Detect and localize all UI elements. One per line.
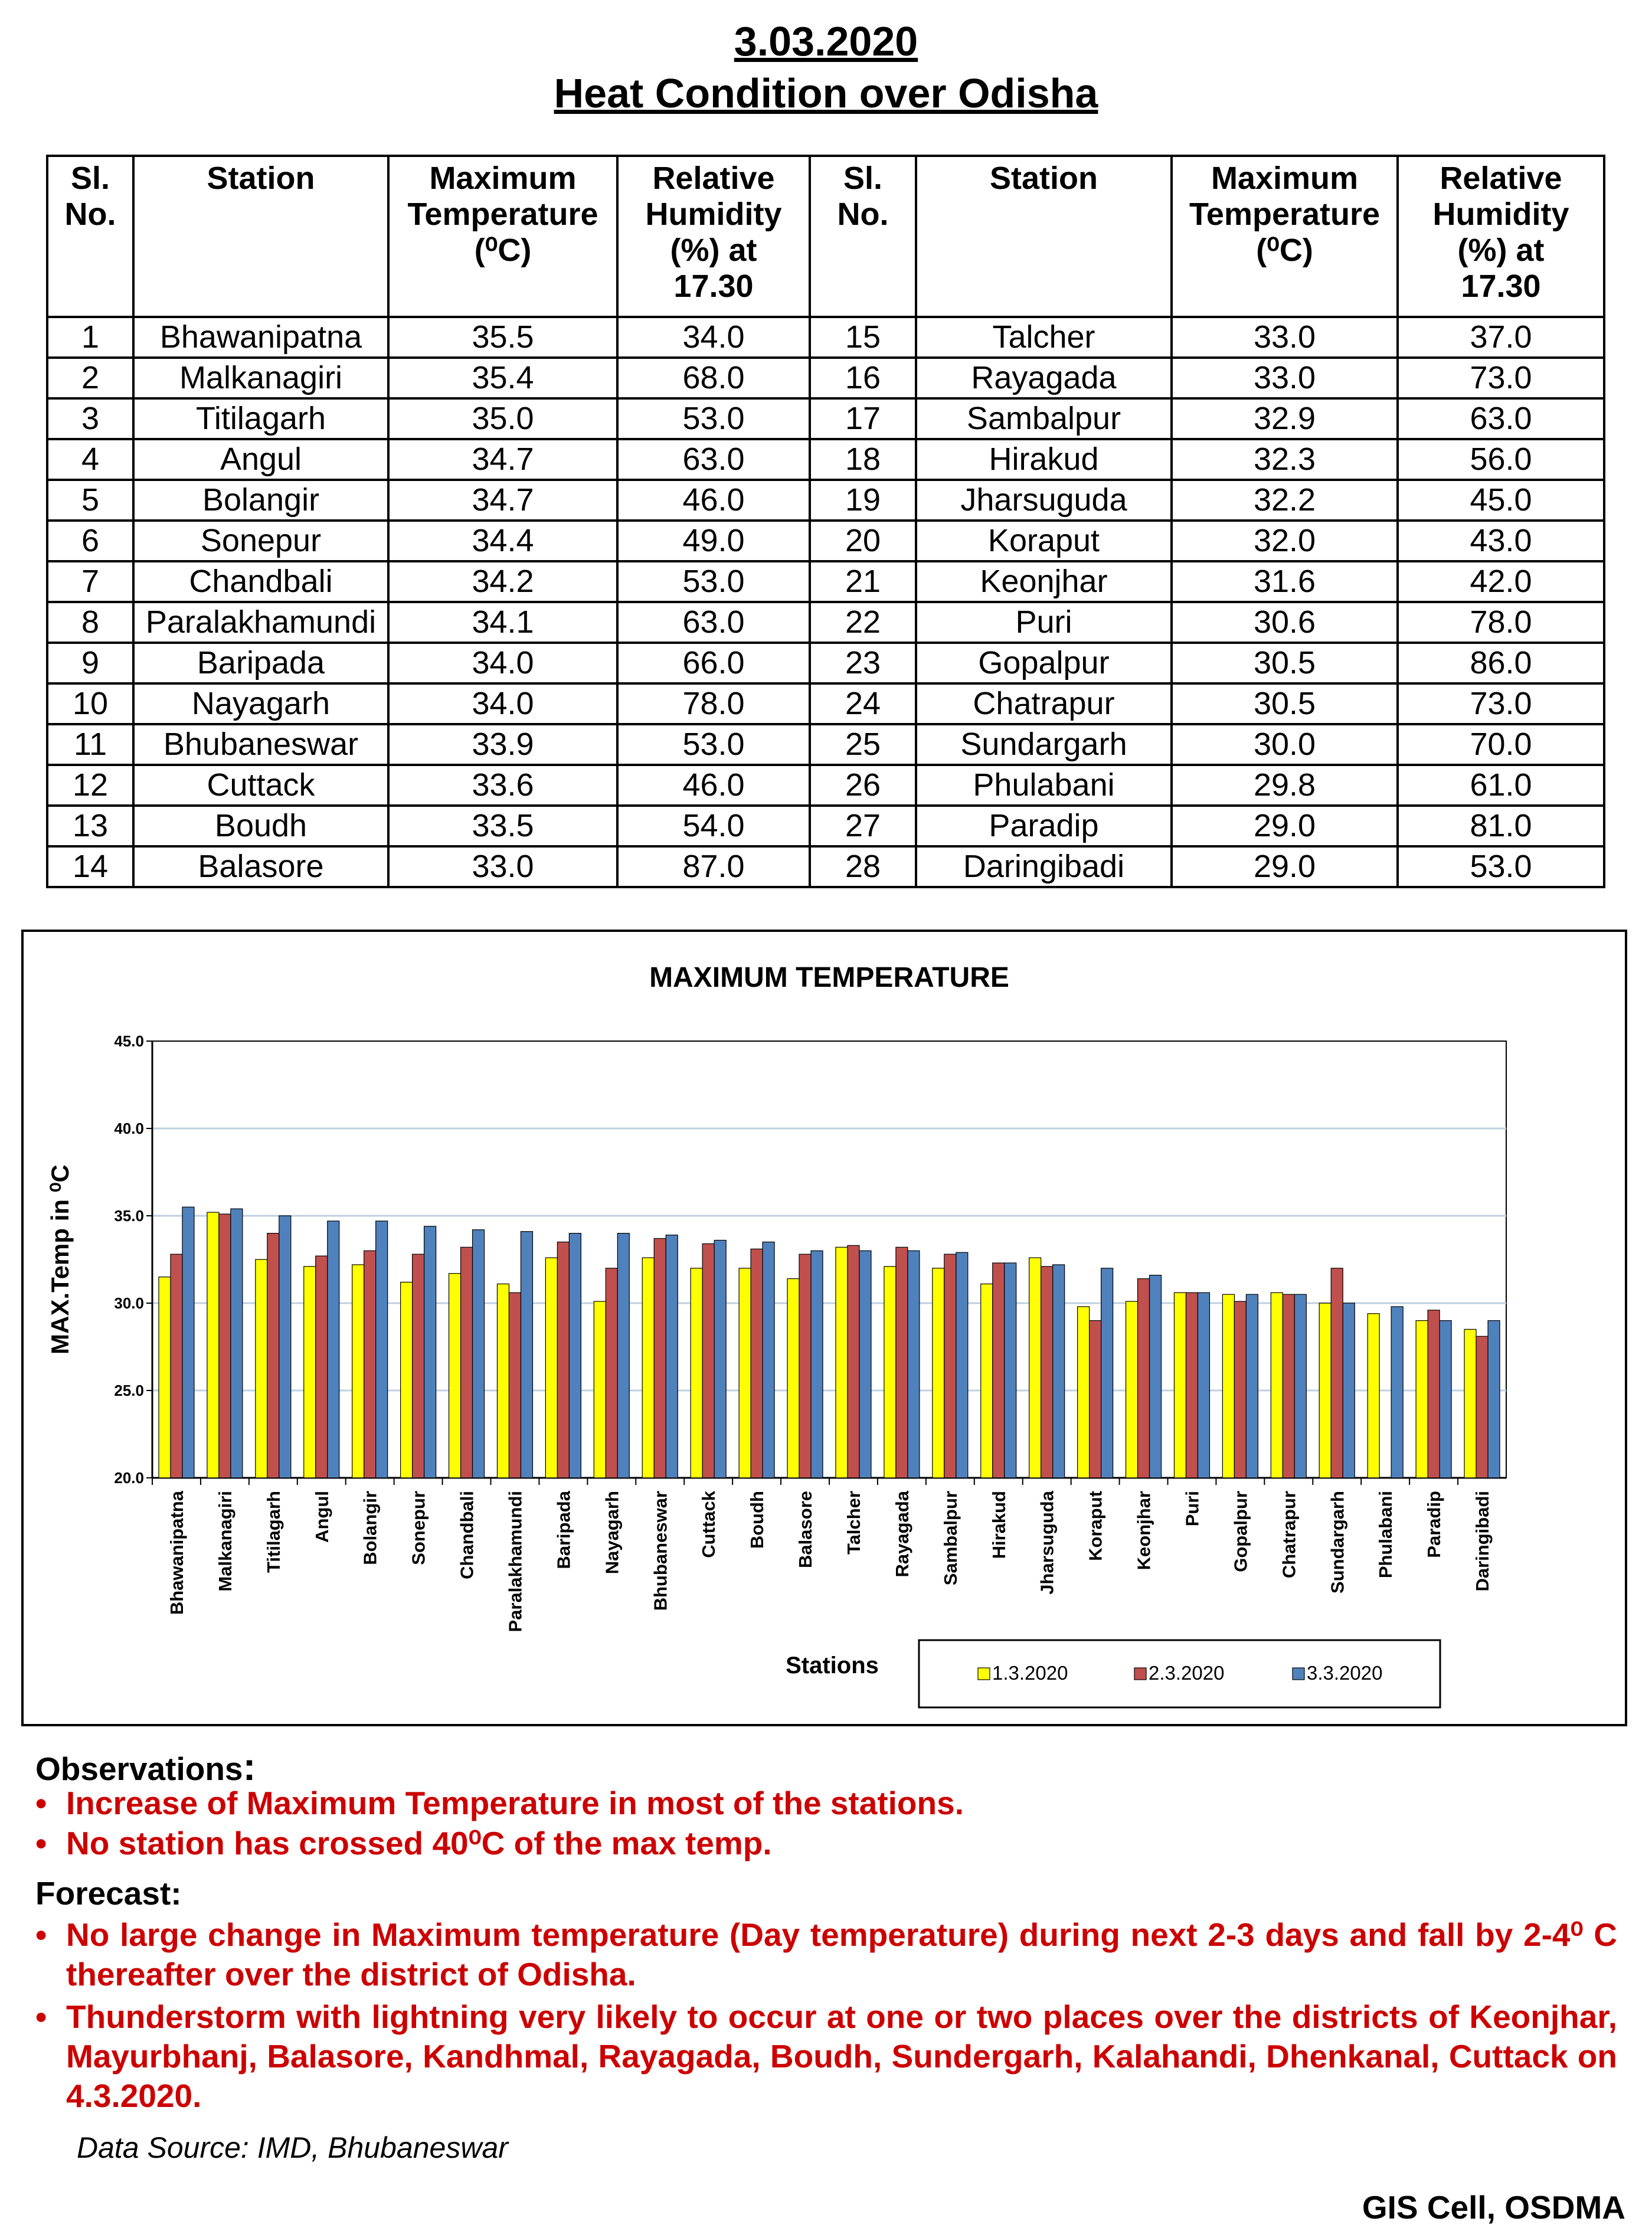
humidity-cell: 63.0 <box>1398 398 1604 439</box>
humidity-cell: 61.0 <box>1398 765 1604 806</box>
table-row <box>47 765 1604 806</box>
col-header-max-temp: Maximum Temperature (⁰C) <box>1172 156 1398 317</box>
forecast-text: Thunderstorm with lightning very likely to occur at one or two places over the districts of Keonjhar, Mayurbhanj, Balasore, Kandhmal, Rayagada, Boudh, Sundergarh, Kalahandi, Dhenkanal, Cuttack on 4.3.2020. <box>66 1998 1617 2114</box>
bar-1-3-2020 <box>401 1282 413 1478</box>
forecast-item <box>35 1915 1617 1998</box>
humidity-cell: 46.0 <box>617 480 810 521</box>
humidity-cell: 53.0 <box>617 398 810 439</box>
bullet-icon: • <box>35 1785 47 1821</box>
bar-3-3-2020 <box>1101 1268 1113 1478</box>
observation-text: No station has crossed 40⁰C of the max temp. <box>66 1825 772 1861</box>
table-row <box>47 806 1604 846</box>
sl-no-cell: 20 <box>810 521 916 561</box>
bar-2-3-2020 <box>219 1214 231 1478</box>
humidity-cell: 63.0 <box>617 602 810 643</box>
station-table <box>46 155 1605 888</box>
sl-no-cell: 21 <box>810 561 916 602</box>
x-tick-label: Koraput <box>1085 1491 1106 1561</box>
bar-1-3-2020 <box>884 1267 896 1478</box>
bar-1-3-2020 <box>304 1267 316 1478</box>
table-row <box>47 683 1604 724</box>
bar-1-3-2020 <box>449 1274 461 1478</box>
bar-1-3-2020 <box>642 1258 654 1478</box>
station-cell: Phulabani <box>916 765 1172 806</box>
max-temp-cell: 32.3 <box>1172 439 1398 480</box>
bar-2-3-2020 <box>1234 1301 1246 1478</box>
table-row <box>47 602 1604 643</box>
x-tick-label: Nayagarh <box>601 1491 623 1575</box>
humidity-cell: 46.0 <box>617 765 810 806</box>
humidity-cell: 45.0 <box>1398 480 1604 521</box>
bar-3-3-2020 <box>956 1252 968 1478</box>
humidity-cell: 68.0 <box>617 358 810 398</box>
station-cell: Boudh <box>133 806 388 846</box>
x-tick-label: Sonepur <box>408 1491 429 1565</box>
y-tick-label: 40.0 <box>114 1120 144 1137</box>
station-cell: Jharsuguda <box>916 480 1172 521</box>
max-temp-cell: 34.0 <box>388 683 617 724</box>
sl-no-cell: 4 <box>47 439 133 480</box>
table-row <box>47 561 1604 602</box>
bar-1-3-2020 <box>1464 1329 1476 1478</box>
humidity-cell: 54.0 <box>617 806 810 846</box>
max-temp-cell: 33.9 <box>388 724 617 765</box>
bar-2-3-2020 <box>751 1249 763 1478</box>
forecast-text: No large change in Maximum temperature (Day temperature) during next 2-3 days and fall by 2-4⁰ C thereafter over the district of Odisha. <box>66 1916 1617 1992</box>
sl-no-cell: 18 <box>810 439 916 480</box>
bar-3-3-2020 <box>1198 1293 1209 1478</box>
bar-1-3-2020 <box>787 1279 799 1478</box>
station-cell: Balasore <box>133 846 388 887</box>
bar-3-3-2020 <box>1246 1294 1258 1478</box>
bar-2-3-2020 <box>316 1256 328 1478</box>
observations-heading: Observations: <box>35 1745 256 1788</box>
max-temp-cell: 30.5 <box>1172 683 1398 724</box>
bar-1-3-2020 <box>1416 1321 1428 1478</box>
sl-no-cell: 9 <box>47 643 133 683</box>
bar-1-3-2020 <box>1319 1303 1331 1478</box>
x-tick-label: Keonjhar <box>1133 1491 1154 1570</box>
legend-label: 2.3.2020 <box>1149 1662 1225 1684</box>
bar-1-3-2020 <box>1368 1314 1379 1478</box>
station-cell: Gopalpur <box>916 643 1172 683</box>
humidity-cell: 53.0 <box>617 561 810 602</box>
bar-3-3-2020 <box>1343 1303 1355 1478</box>
humidity-cell: 34.0 <box>617 317 810 358</box>
bullet-icon: • <box>35 1998 47 2035</box>
bar-1-3-2020 <box>1222 1294 1234 1478</box>
y-tick-label: 30.0 <box>114 1294 144 1312</box>
bar-2-3-2020 <box>1041 1267 1053 1478</box>
max-temp-cell: 29.0 <box>1172 806 1398 846</box>
station-cell: Sambalpur <box>916 398 1172 439</box>
bar-1-3-2020 <box>739 1268 751 1478</box>
sl-no-cell: 3 <box>47 398 133 439</box>
bar-2-3-2020 <box>413 1254 424 1478</box>
sl-no-cell: 17 <box>810 398 916 439</box>
bar-3-3-2020 <box>1005 1263 1016 1478</box>
bar-3-3-2020 <box>521 1232 532 1478</box>
table-row <box>47 521 1604 561</box>
x-tick-label: Titilagarh <box>263 1491 284 1573</box>
y-tick-label: 25.0 <box>114 1382 144 1399</box>
y-tick-label: 20.0 <box>114 1469 144 1487</box>
sl-no-cell: 28 <box>810 846 916 887</box>
station-cell: Paralakhamundi <box>133 602 388 643</box>
bar-2-3-2020 <box>606 1268 617 1478</box>
bar-2-3-2020 <box>702 1244 714 1478</box>
bar-3-3-2020 <box>1391 1307 1403 1478</box>
max-temp-cell: 34.1 <box>388 602 617 643</box>
station-cell: Daringibadi <box>916 846 1172 887</box>
station-cell: Koraput <box>916 521 1172 561</box>
humidity-cell: 49.0 <box>617 521 810 561</box>
sl-no-cell: 6 <box>47 521 133 561</box>
bar-2-3-2020 <box>993 1263 1005 1478</box>
bar-1-3-2020 <box>497 1284 509 1478</box>
bar-2-3-2020 <box>654 1238 666 1478</box>
station-cell: Hirakud <box>916 439 1172 480</box>
bar-2-3-2020 <box>1428 1310 1440 1478</box>
station-cell: Cuttack <box>133 765 388 806</box>
bar-3-3-2020 <box>763 1242 774 1478</box>
col-header-station: Station <box>916 156 1172 317</box>
bar-2-3-2020 <box>461 1247 473 1478</box>
station-cell: Baripada <box>133 643 388 683</box>
bar-1-3-2020 <box>594 1301 606 1478</box>
bar-1-3-2020 <box>836 1247 848 1478</box>
sl-no-cell: 22 <box>810 602 916 643</box>
x-tick-label: Chandbali <box>456 1491 477 1579</box>
y-tick-label: 35.0 <box>114 1207 144 1225</box>
x-tick-label: Chatrapur <box>1278 1491 1300 1579</box>
sl-no-cell: 8 <box>47 602 133 643</box>
humidity-cell: 53.0 <box>1398 846 1604 887</box>
chart-frame <box>21 930 1627 1726</box>
max-temp-cell: 34.7 <box>388 480 617 521</box>
max-temp-cell: 32.9 <box>1172 398 1398 439</box>
observations-heading-text: Observations <box>35 1751 243 1787</box>
max-temp-cell: 34.7 <box>388 439 617 480</box>
bar-2-3-2020 <box>1186 1293 1198 1478</box>
x-tick-label: Daringibadi <box>1472 1491 1493 1592</box>
max-temp-cell: 33.0 <box>388 846 617 887</box>
bar-1-3-2020 <box>207 1212 219 1478</box>
sl-no-cell: 7 <box>47 561 133 602</box>
max-temp-cell: 32.2 <box>1172 480 1398 521</box>
x-tick-label: Talcher <box>843 1491 864 1555</box>
humidity-cell: 43.0 <box>1398 521 1604 561</box>
x-tick-label: Boudh <box>747 1491 768 1549</box>
bar-3-3-2020 <box>569 1233 581 1478</box>
max-temp-cell: 29.0 <box>1172 846 1398 887</box>
max-temp-cell: 33.6 <box>388 765 617 806</box>
sl-no-cell: 24 <box>810 683 916 724</box>
sl-no-cell: 15 <box>810 317 916 358</box>
data-source: Data Source: IMD, Bhubaneswar <box>77 2131 508 2164</box>
bulletin-date: 3.03.2020 <box>734 18 918 64</box>
station-cell: Rayagada <box>916 358 1172 398</box>
max-temp-cell: 34.2 <box>388 561 617 602</box>
y-axis-title: MAX.Temp in ⁰C <box>46 1164 74 1354</box>
max-temp-chart <box>24 932 1625 1724</box>
max-temp-cell: 34.0 <box>388 643 617 683</box>
humidity-cell: 78.0 <box>1398 602 1604 643</box>
max-temp-cell: 33.0 <box>1172 358 1398 398</box>
max-temp-cell: 30.6 <box>1172 602 1398 643</box>
col-header-max-temp: Maximum Temperature (⁰C) <box>388 156 617 317</box>
bar-3-3-2020 <box>714 1240 726 1478</box>
humidity-cell: 56.0 <box>1398 439 1604 480</box>
bullet-icon: • <box>35 1825 47 1861</box>
station-cell: Sundargarh <box>916 724 1172 765</box>
legend-swatch <box>1293 1668 1304 1680</box>
bar-1-3-2020 <box>1126 1301 1138 1478</box>
humidity-cell: 37.0 <box>1398 317 1604 358</box>
legend-swatch <box>978 1668 990 1680</box>
x-tick-label: Bhawanipatna <box>166 1491 187 1615</box>
humidity-cell: 73.0 <box>1398 358 1604 398</box>
bar-3-3-2020 <box>376 1221 388 1478</box>
max-temp-cell: 32.0 <box>1172 521 1398 561</box>
max-temp-cell: 34.4 <box>388 521 617 561</box>
x-tick-label: Malkanagiri <box>214 1491 235 1592</box>
table-header-row <box>47 156 1604 317</box>
humidity-cell: 63.0 <box>617 439 810 480</box>
humidity-cell: 86.0 <box>1398 643 1604 683</box>
humidity-cell: 42.0 <box>1398 561 1604 602</box>
max-temp-cell: 30.5 <box>1172 643 1398 683</box>
bar-3-3-2020 <box>473 1230 485 1478</box>
bar-2-3-2020 <box>171 1254 182 1478</box>
sl-no-cell: 1 <box>47 317 133 358</box>
x-tick-label: Paradip <box>1424 1491 1445 1558</box>
x-tick-label: Baripada <box>553 1491 574 1569</box>
bar-2-3-2020 <box>557 1242 569 1478</box>
forecast-item <box>35 1997 1617 2121</box>
sl-no-cell: 27 <box>810 806 916 846</box>
col-header-humidity: Relative Humidity (%) at 17.30 <box>617 156 810 317</box>
legend-swatch <box>1134 1668 1146 1680</box>
station-cell: Bhawanipatna <box>133 317 388 358</box>
humidity-cell: 78.0 <box>617 683 810 724</box>
col-header-humidity: Relative Humidity (%) at 17.30 <box>1398 156 1604 317</box>
max-temp-cell: 33.5 <box>388 806 617 846</box>
col-header-slno: Sl. No. <box>810 156 916 317</box>
table-row <box>47 724 1604 765</box>
x-axis-title: Stations <box>786 1653 879 1678</box>
bar-3-3-2020 <box>859 1251 871 1478</box>
max-temp-cell: 33.0 <box>1172 317 1398 358</box>
x-tick-label: Cuttack <box>698 1491 719 1558</box>
bar-3-3-2020 <box>1440 1321 1451 1478</box>
max-temp-cell: 30.0 <box>1172 724 1398 765</box>
x-tick-label: Paralakhamundi <box>505 1491 526 1632</box>
x-tick-label: Bolangir <box>359 1491 381 1565</box>
bar-1-3-2020 <box>1271 1293 1283 1478</box>
y-tick-label: 45.0 <box>114 1032 144 1050</box>
station-cell: Malkanagiri <box>133 358 388 398</box>
x-tick-label: Jharsuguda <box>1036 1491 1058 1595</box>
bar-3-3-2020 <box>908 1251 920 1478</box>
sl-no-cell: 19 <box>810 480 916 521</box>
bar-1-3-2020 <box>933 1268 944 1478</box>
station-cell: Chatrapur <box>916 683 1172 724</box>
station-cell: Puri <box>916 602 1172 643</box>
bar-2-3-2020 <box>896 1247 908 1478</box>
bar-1-3-2020 <box>1029 1258 1041 1478</box>
credit: GIS Cell, OSDMA <box>1362 2189 1625 2226</box>
sl-no-cell: 25 <box>810 724 916 765</box>
station-cell: Talcher <box>916 317 1172 358</box>
humidity-cell: 81.0 <box>1398 806 1604 846</box>
sl-no-cell: 23 <box>810 643 916 683</box>
bar-2-3-2020 <box>1283 1294 1294 1478</box>
table-row <box>47 398 1604 439</box>
table-row <box>47 439 1604 480</box>
max-temp-cell: 35.0 <box>388 398 617 439</box>
station-cell: Keonjhar <box>916 561 1172 602</box>
humidity-cell: 70.0 <box>1398 724 1604 765</box>
max-temp-cell: 31.6 <box>1172 561 1398 602</box>
bar-2-3-2020 <box>848 1245 859 1478</box>
bar-2-3-2020 <box>267 1233 279 1478</box>
station-cell: Bolangir <box>133 480 388 521</box>
x-tick-label: Phulabani <box>1375 1491 1396 1579</box>
x-tick-label: Hirakud <box>988 1491 1009 1559</box>
sl-no-cell: 11 <box>47 724 133 765</box>
x-tick-label: Sambalpur <box>940 1491 961 1586</box>
bar-3-3-2020 <box>424 1226 436 1478</box>
humidity-cell: 53.0 <box>617 724 810 765</box>
bar-1-3-2020 <box>159 1277 171 1478</box>
max-temp-cell: 29.8 <box>1172 765 1398 806</box>
bar-3-3-2020 <box>279 1216 291 1478</box>
max-temp-cell: 35.4 <box>388 358 617 398</box>
bar-3-3-2020 <box>666 1235 678 1478</box>
bar-3-3-2020 <box>328 1221 339 1478</box>
x-tick-label: Angul <box>311 1491 332 1543</box>
observation-text: Increase of Maximum Temperature in most of the stations. <box>66 1785 964 1821</box>
bar-3-3-2020 <box>811 1251 823 1478</box>
chart-title: MAXIMUM TEMPERATURE <box>649 962 1009 993</box>
bar-3-3-2020 <box>182 1207 194 1478</box>
x-tick-label: Sundargarh <box>1327 1491 1348 1594</box>
station-cell: Nayagarh <box>133 683 388 724</box>
table-body <box>47 317 1604 887</box>
forecast-heading: Forecast: <box>35 1875 182 1912</box>
bar-2-3-2020 <box>799 1254 811 1478</box>
bar-1-3-2020 <box>1078 1307 1090 1478</box>
col-header-station: Station <box>133 156 388 317</box>
col-header-slno: Sl. No. <box>47 156 133 317</box>
station-cell: Angul <box>133 439 388 480</box>
bar-1-3-2020 <box>352 1265 364 1478</box>
sl-no-cell: 12 <box>47 765 133 806</box>
x-tick-label: Gopalpur <box>1230 1491 1251 1572</box>
bullet-icon: • <box>35 1916 47 1953</box>
legend-label: 1.3.2020 <box>992 1662 1068 1684</box>
legend-label: 3.3.2020 <box>1307 1662 1383 1684</box>
station-cell: Chandbali <box>133 561 388 602</box>
bar-2-3-2020 <box>509 1293 521 1478</box>
bar-2-3-2020 <box>1138 1279 1150 1478</box>
bar-2-3-2020 <box>1476 1336 1488 1478</box>
humidity-cell: 66.0 <box>617 643 810 683</box>
x-tick-label: Balasore <box>795 1491 816 1568</box>
bar-1-3-2020 <box>691 1268 702 1478</box>
table-row <box>47 317 1604 358</box>
station-cell: Bhubaneswar <box>133 724 388 765</box>
x-tick-label: Puri <box>1182 1491 1203 1527</box>
table-row <box>47 846 1604 887</box>
sl-no-cell: 13 <box>47 806 133 846</box>
bar-3-3-2020 <box>1150 1275 1162 1478</box>
bar-2-3-2020 <box>1331 1268 1343 1478</box>
sl-no-cell: 5 <box>47 480 133 521</box>
humidity-cell: 87.0 <box>617 846 810 887</box>
humidity-cell: 73.0 <box>1398 683 1604 724</box>
station-cell: Titilagarh <box>133 398 388 439</box>
station-cell: Sonepur <box>133 521 388 561</box>
bar-3-3-2020 <box>1294 1294 1306 1478</box>
sl-no-cell: 26 <box>810 765 916 806</box>
bar-3-3-2020 <box>231 1209 243 1478</box>
bar-3-3-2020 <box>1053 1265 1065 1478</box>
sl-no-cell: 16 <box>810 358 916 398</box>
max-temp-cell: 35.5 <box>388 317 617 358</box>
table-row <box>47 643 1604 683</box>
sl-no-cell: 2 <box>47 358 133 398</box>
bulletin-title: Heat Condition over Odisha <box>554 70 1098 116</box>
bar-1-3-2020 <box>545 1258 557 1478</box>
x-tick-label: Rayagada <box>891 1491 912 1578</box>
table-row <box>47 358 1604 398</box>
bar-1-3-2020 <box>981 1284 993 1478</box>
bar-1-3-2020 <box>1174 1293 1186 1478</box>
bar-3-3-2020 <box>1488 1321 1500 1478</box>
sl-no-cell: 10 <box>47 683 133 724</box>
bar-3-3-2020 <box>617 1233 629 1478</box>
station-cell: Paradip <box>916 806 1172 846</box>
bar-2-3-2020 <box>1090 1321 1101 1478</box>
table-row <box>47 480 1604 521</box>
x-tick-label: Bhubaneswar <box>650 1491 671 1611</box>
bar-1-3-2020 <box>256 1259 267 1478</box>
sl-no-cell: 14 <box>47 846 133 887</box>
bar-2-3-2020 <box>944 1254 956 1478</box>
bar-2-3-2020 <box>364 1251 376 1478</box>
